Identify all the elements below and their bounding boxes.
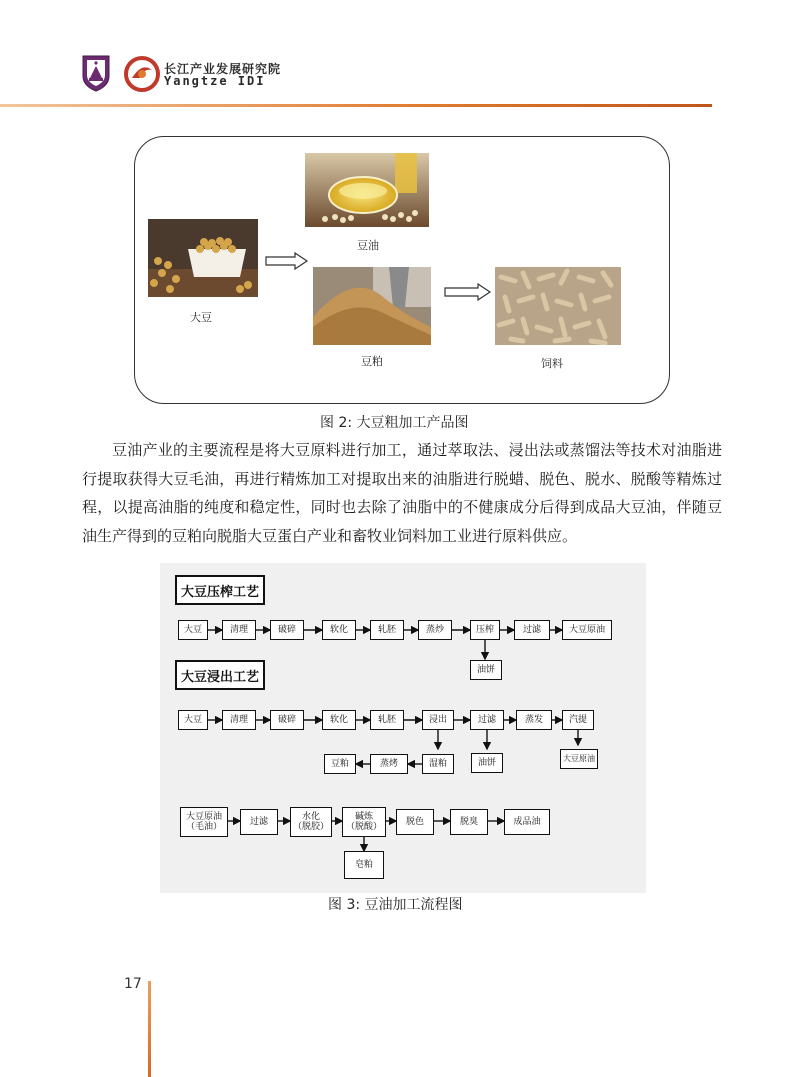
press-step-soybean: 大豆 [178,620,208,640]
header-rule [0,104,712,107]
press-step-crude-oil: 大豆原油 [562,620,612,640]
footer-accent-bar [148,981,151,1077]
extract-step-evaporate: 蒸发 [516,710,552,730]
figure-2-frame [134,136,670,404]
brand-name-cn: 长江产业发展研究院 [164,62,282,76]
refine-step-degum: 水化 （脱胶） [290,807,332,837]
press-process-title: 大豆压榨工艺 [175,575,265,605]
figure-2-caption: 图 2: 大豆粗加工产品图 [320,415,469,431]
institute-logo-icon [124,56,160,92]
press-step-cook: 蒸炒 [418,620,452,640]
extract-step-clean: 清理 [222,710,256,730]
press-oil-cake: 油饼 [470,660,502,680]
arrow-right-icon [444,283,492,305]
soy-oil-photo [305,153,429,227]
extract-wet-meal: 湿粕 [422,754,454,774]
extract-step-filter: 过滤 [470,710,504,730]
press-step-flake: 轧胚 [370,620,404,640]
press-step-soften: 软化 [322,620,356,640]
university-logo [81,54,111,92]
refine-step-finished-oil: 成品油 [504,809,550,835]
soy-meal-label: 豆粕 [361,355,383,368]
body-paragraph [82,436,722,550]
extract-crude-oil: 大豆原油 [560,749,598,769]
soy-oil-label: 豆油 [357,239,379,252]
feed-label: 饲料 [541,357,563,370]
refine-step-deodorize: 脱臭 [450,809,488,835]
figure-3-flowchart [160,563,646,893]
extract-soy-meal: 豆粕 [324,754,356,774]
extract-step-soybean: 大豆 [178,710,208,730]
soybean-photo [148,219,258,297]
refine-step-filter: 过滤 [240,809,278,835]
extract-step-crush: 破碎 [270,710,304,730]
extract-step-soften: 软化 [322,710,356,730]
extract-process-title: 大豆浸出工艺 [175,660,265,690]
figure-3-caption: 图 3: 豆油加工流程图 [328,897,463,913]
extract-toast: 蒸烤 [370,754,408,774]
arrow-right-icon [265,252,309,274]
brand-name-en: Yangtze IDI [164,74,266,88]
extract-oil-cake: 油饼 [471,753,503,773]
refine-step-deacid: 碱炼 （脱酸） [342,807,386,837]
extract-step-strip: 汽提 [562,710,594,730]
page-number: 17 [124,976,142,992]
paragraph-text: 豆油产业的主要流程是将大豆原料进行加工，通过萃取法、浸出法或蒸馏法等技术对油脂进行提取获得大豆毛油，再进行精炼加工对提取出来的油脂进行脱蜡、脱色、脱水、脱酸等精炼过程，以提高油脂的纯度和稳定性，同时也去除了油脂中的不健康成分后得到成品大豆油，伴随豆油生产得到的豆粕向脱脂大豆蛋白产业和畜牧业饲料加工业进行原料供应。 [82,441,722,545]
soybean-label: 大豆 [190,311,212,324]
refine-soapstock: 皂粕 [344,851,384,879]
press-step-clean: 清理 [222,620,256,640]
refine-step-bleach: 脱色 [396,809,434,835]
press-step-filter: 过滤 [514,620,550,640]
extract-step-flake: 轧胚 [370,710,404,730]
feed-photo [495,267,621,345]
refine-step-crude-oil: 大豆原油 （毛油） [180,807,228,837]
extract-step-extract: 浸出 [422,710,454,730]
press-step-press: 压榨 [470,620,500,640]
press-step-crush: 破碎 [270,620,304,640]
soy-meal-photo [313,267,431,345]
